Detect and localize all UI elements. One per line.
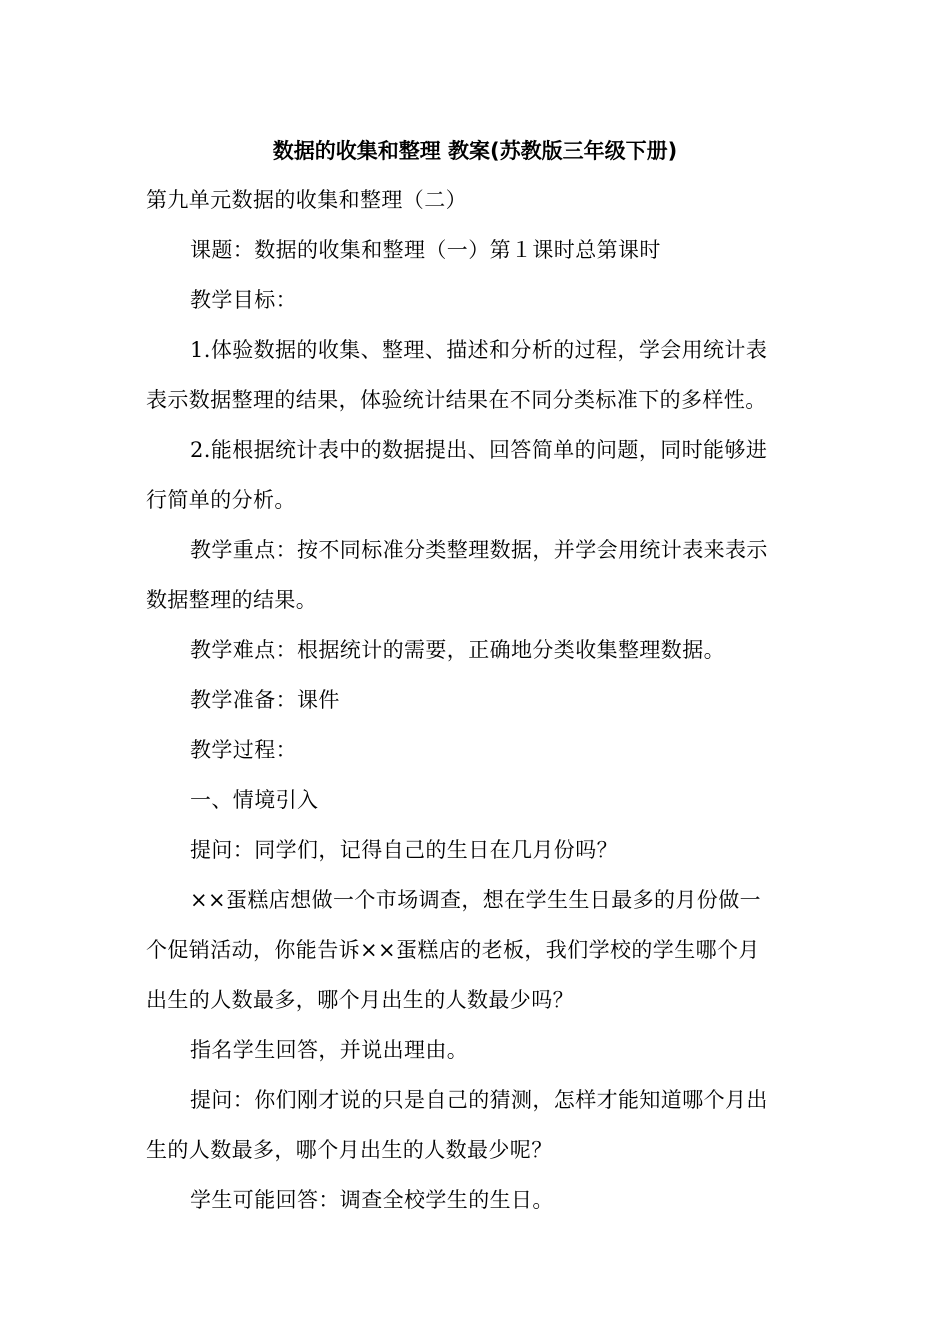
scenario-line-1: ××蛋糕店想做一个市场调查，想在学生生日最多的月份做一	[190, 888, 761, 912]
possible-answer: 学生可能回答：调查全校学生的生日。	[190, 1188, 554, 1212]
key-point-line-1: 教学重点：按不同标准分类整理数据，并学会用统计表来表示	[190, 538, 768, 562]
preparation: 教学准备：课件	[190, 688, 340, 712]
document-title: 数据的收集和整理 教案(苏教版三年级下册)	[272, 139, 678, 163]
question-1: 提问：同学们，记得自己的生日在几月份吗？	[190, 838, 618, 862]
process-heading: 教学过程：	[190, 738, 297, 762]
goal-2-line-2: 行简单的分析。	[146, 488, 296, 512]
key-point-line-2: 数据整理的结果。	[146, 588, 318, 612]
goal-2-line-1: 2.能根据统计表中的数据提出、回答简单的问题，同时能够进	[190, 438, 768, 462]
goal-1-line-2: 表示数据整理的结果，体验统计结果在不同分类标准下的多样性。	[146, 388, 767, 412]
goal-1-line-1: 1.体验数据的收集、整理、描述和分析的过程，学会用统计表	[190, 338, 768, 362]
question-2-line-1: 提问：你们刚才说的只是自己的猜测，怎样才能知道哪个月出	[190, 1088, 768, 1112]
scenario-line-2: 个促销活动，你能告诉××蛋糕店的老板，我们学校的学生哪个月	[146, 938, 760, 962]
section-intro-heading: 一、情境引入	[190, 788, 319, 812]
unit-heading: 第九单元数据的收集和整理（二）	[146, 188, 467, 212]
question-2-line-2: 生的人数最多，哪个月出生的人数最少呢？	[146, 1138, 553, 1162]
difficulty: 教学难点：根据统计的需要，正确地分类收集整理数据。	[190, 638, 725, 662]
student-answer-instruction: 指名学生回答，并说出理由。	[190, 1038, 469, 1062]
teaching-goals-heading: 教学目标：	[190, 288, 297, 312]
scenario-line-3: 出生的人数最多，哪个月出生的人数最少吗？	[146, 988, 574, 1012]
lesson-topic: 课题：数据的收集和整理（一）第１课时总第课时	[190, 238, 661, 262]
